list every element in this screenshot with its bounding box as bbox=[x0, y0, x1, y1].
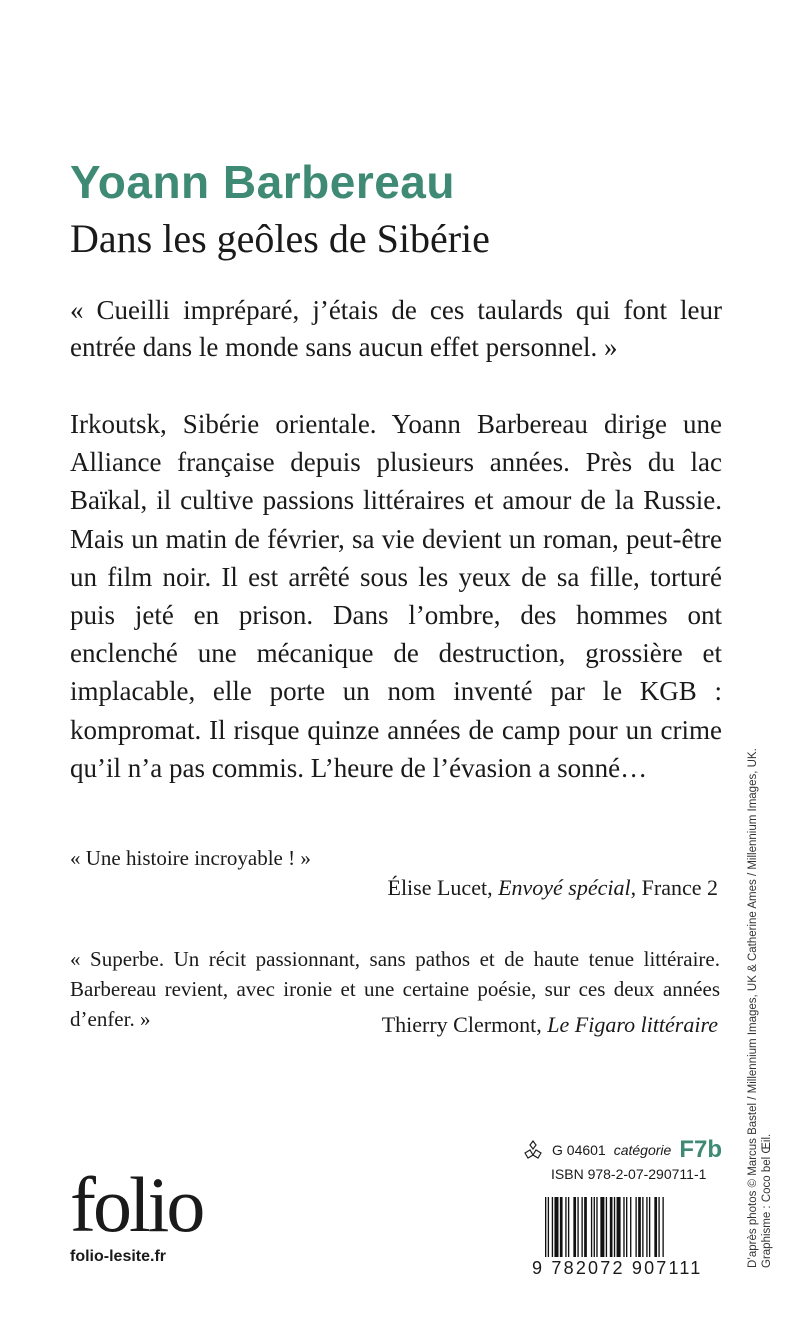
barcode-bar bbox=[600, 1197, 604, 1257]
barcode-bar bbox=[554, 1197, 558, 1257]
review-source-work: Envoyé spécial bbox=[498, 875, 631, 900]
barcode-bar bbox=[560, 1197, 563, 1257]
review-source-2 bbox=[382, 1012, 718, 1038]
barcode-bar bbox=[606, 1197, 607, 1257]
barcode-bar bbox=[568, 1197, 569, 1257]
barcode-bar bbox=[552, 1197, 553, 1257]
review-source-name: Thierry Clermont, bbox=[381, 1012, 548, 1037]
review-source-work: Le Figaro littéraire bbox=[547, 1012, 718, 1037]
barcode-bar bbox=[638, 1197, 641, 1257]
review-source-name: Élise Lucet, bbox=[387, 875, 499, 900]
barcode-bar bbox=[646, 1197, 647, 1257]
barcode bbox=[545, 1197, 721, 1257]
barcode-bar bbox=[594, 1197, 595, 1257]
barcode-bar bbox=[584, 1197, 587, 1257]
barcode-bar bbox=[581, 1197, 582, 1257]
barcode-bar bbox=[635, 1197, 636, 1257]
barcode-bar bbox=[591, 1197, 592, 1257]
barcode-bar bbox=[577, 1197, 578, 1257]
barcode-bar bbox=[573, 1197, 576, 1257]
author-name: Yoann Barbereau bbox=[70, 156, 455, 208]
barcode-bar bbox=[596, 1197, 597, 1257]
barcode-bar bbox=[654, 1197, 657, 1257]
barcode-bar bbox=[548, 1197, 549, 1257]
barcode-bar bbox=[545, 1197, 546, 1257]
catalog-reference bbox=[522, 1136, 722, 1164]
credit-line-1: D’après photos © Marcus Bastel / Millennium Images, UK & Catherine Ames / Millennium Images, UK. bbox=[747, 748, 759, 1268]
book-title: Dans les geôles de Sibérie bbox=[70, 216, 490, 261]
catalog-code: G 04601 bbox=[552, 1142, 606, 1158]
barcode-bar bbox=[626, 1197, 627, 1257]
folio-logo: folio bbox=[70, 1161, 203, 1248]
barcode-bar bbox=[642, 1197, 643, 1257]
review-source-1 bbox=[388, 875, 719, 901]
barcode-bar bbox=[658, 1197, 659, 1257]
summary-text: Irkoutsk, Sibérie orientale. Yoann Barbereau dirige une Alliance française depuis plusieurs années. Près du lac Baïkal, il cultive passions littéraires et amour de la Russie. Mais un matin de février, sa vie devient un roman, peut-être un film noir. Il est arrêté sous les yeux de sa fille, torturé puis jeté en prison. Dans l’ombre, des hommes ont enclenché une mécanique de destruction, grossière et implacable, elle porte un nom inventé par le KGB : kompromat. Il risque quinze années de camp pour un crime qu’il n’a pas commis. L’heure de l’évasion a sonné… bbox=[70, 409, 722, 783]
review-source-extra: , France 2 bbox=[630, 875, 718, 900]
barcode-bar bbox=[662, 1197, 663, 1257]
epigraph-quote: « Cueilli impréparé, j’étais de ces taulards qui font leur entrée dans le monde sans aucun effet personnel. » bbox=[70, 295, 722, 362]
photo-credits bbox=[746, 748, 774, 1268]
barcode-bar bbox=[610, 1197, 613, 1257]
barcode-bar bbox=[649, 1197, 650, 1257]
barcode-bar bbox=[630, 1197, 631, 1257]
barcode-bar bbox=[565, 1197, 566, 1257]
credit-line-2: Graphisme : Coco bel Œil. bbox=[761, 1133, 773, 1268]
barcode-bar bbox=[617, 1197, 621, 1257]
category-label: catégorie bbox=[613, 1142, 672, 1158]
barcode-bar bbox=[614, 1197, 615, 1257]
review-quote-1: « Une histoire incroyable ! » bbox=[70, 846, 311, 870]
category-code: F7b bbox=[679, 1136, 722, 1163]
barcode-bar bbox=[623, 1197, 624, 1257]
review-quote-2: « Superbe. Un récit passionnant, sans pathos et de haute tenue littéraire. Barbereau revient, avec ironie et une certaine poésie, sur ces deux années d’enfer. » bbox=[70, 947, 720, 1031]
publisher-website: folio-lesite.fr bbox=[70, 1248, 167, 1265]
gallimard-icon bbox=[522, 1139, 544, 1161]
isbn: ISBN 978-2-07-290711-1 bbox=[551, 1166, 707, 1182]
barcode-number: 9 782072 907111 bbox=[532, 1258, 703, 1278]
